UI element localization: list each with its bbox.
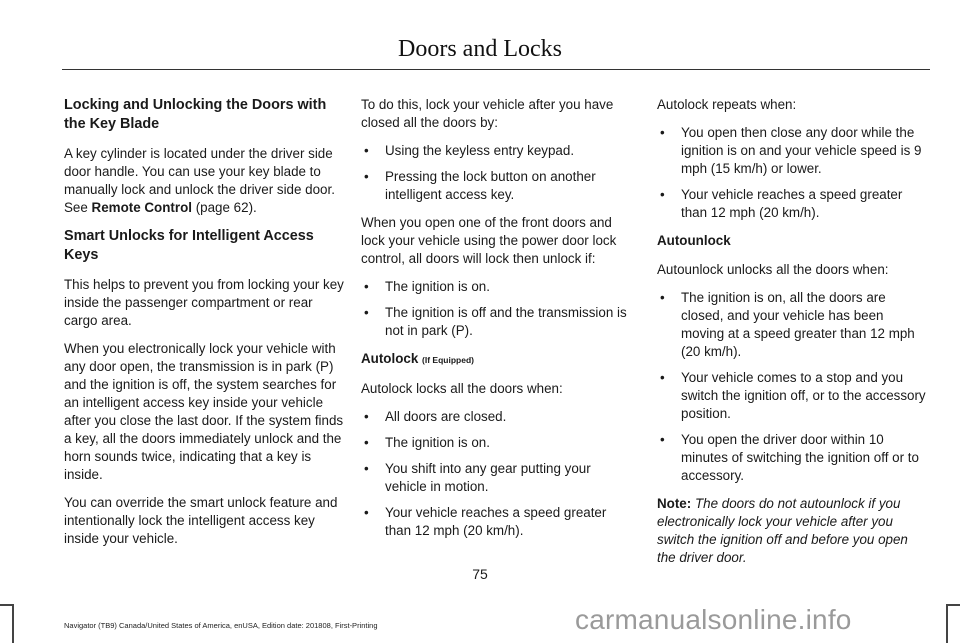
bullet: •: [660, 187, 665, 202]
paragraph-prevent-locking: This helps to prevent you from locking your key inside the passenger compartment or rear cargo area.: [64, 277, 344, 328]
crop-mark-left: [12, 604, 14, 643]
paragraph-key-cylinder: [64, 145, 344, 217]
column-2: [361, 96, 635, 550]
heading-autounlock: Autounlock: [657, 233, 731, 248]
list-item: [361, 460, 635, 496]
list-lock-methods: [361, 142, 635, 204]
bullet: •: [364, 279, 369, 294]
list-autounlock-conditions: [657, 289, 929, 485]
paragraph-autolock-locks: Autolock locks all the doors when:: [361, 381, 563, 396]
paragraph-front-doors: When you open one of the front doors and lock your vehicle using the power door lock control, all doors will lock then unlock if:: [361, 215, 617, 266]
list-item: [361, 142, 635, 160]
paragraph-electronic-lock: When you electronically lock your vehicle with any door open, the transmission is in park (P) and the ignition is off, the system searches for an intelligent access key inside your vehicle after you close the last door. If the system finds a key, all the doors immediately unlock and the horn sounds twice, indicating that a key is inside.: [64, 341, 344, 482]
list-item-text: Using the keyless entry keypad.: [385, 143, 575, 158]
page-reference: (page 62).: [191, 200, 257, 215]
list-item-text: The ignition is on.: [385, 279, 490, 294]
list-item: [657, 124, 929, 178]
paragraph-autounlock-unlocks: Autounlock unlocks all the doors when:: [657, 262, 889, 277]
crop-mark-left-h: [0, 604, 12, 606]
page-title: Doors and Locks: [398, 36, 562, 62]
list-item-text: All doors are closed.: [385, 409, 507, 424]
list-repeat-conditions: [657, 124, 929, 222]
bullet: •: [660, 370, 665, 385]
note-text: The doors do not autounlock if you electronically lock your vehicle after you switch the ignition off and before you open the driver door.: [657, 496, 908, 565]
autolock-title: Autolock: [361, 351, 419, 366]
list-item: [657, 431, 929, 485]
key-cylinder-text: A key cylinder is located under the driver side door handle. You can use your key blade to manually lock and unlock the driver side door. See: [64, 146, 335, 215]
paragraph-lock-vehicle: To do this, lock your vehicle after you have closed all the doors by:: [361, 97, 614, 130]
list-item-text: Your vehicle reaches a speed greater than 12 mph (20 km/h).: [385, 505, 607, 538]
list-item: [657, 369, 929, 423]
list-item-text: The ignition is on, all the doors are closed, and your vehicle has been moving at a speed greater than 12 mph (20 km/h).: [681, 290, 915, 359]
if-equipped-label: (If Equipped): [422, 355, 474, 365]
note-label: Note:: [657, 496, 692, 511]
crop-mark-right: [946, 604, 948, 643]
remote-control-link[interactable]: Remote Control: [91, 200, 192, 215]
heading-autolock: [361, 350, 635, 369]
paragraph-override: You can override the smart unlock feature and intentionally lock the intelligent access key inside your vehicle.: [64, 495, 338, 546]
column-3: [657, 96, 929, 577]
list-item: [657, 186, 929, 222]
list-autolock-conditions: [361, 408, 635, 540]
list-item: [361, 278, 635, 296]
list-item-text: The ignition is off and the transmission is not in park (P).: [385, 305, 627, 338]
bullet: •: [660, 125, 665, 140]
bullet: •: [660, 290, 665, 305]
bullet: •: [364, 461, 369, 476]
list-item-text: Your vehicle reaches a speed greater than 12 mph (20 km/h).: [681, 187, 903, 220]
watermark: carmanualsonline.info: [575, 604, 852, 635]
bullet: •: [364, 305, 369, 320]
bullet: •: [364, 143, 369, 158]
edition-footer: Navigator (TB9) Canada/United States of America, enUSA, Edition date: 201808, First-Printing: [64, 621, 378, 630]
list-item: [361, 434, 635, 452]
bullet: •: [364, 435, 369, 450]
list-item-text: The ignition is on.: [385, 435, 490, 450]
page-number: 75: [472, 566, 488, 582]
list-item-text: Pressing the lock button on another intelligent access key.: [385, 169, 596, 202]
list-item: [361, 504, 635, 540]
heading-smart-unlocks: Smart Unlocks for Intelligent Access Keys: [64, 228, 314, 263]
column-1: [64, 96, 344, 558]
list-item-text: You open the driver door within 10 minutes of switching the ignition off or to accessory.: [681, 432, 919, 483]
paragraph-autolock-repeats: Autolock repeats when:: [657, 97, 797, 112]
bullet: •: [364, 505, 369, 520]
crop-mark-right-h: [946, 604, 960, 606]
list-item: [361, 408, 635, 426]
list-item: [361, 304, 635, 340]
list-item: [361, 168, 635, 204]
heading-key-blade: Locking and Unlocking the Doors with the Key Blade: [64, 97, 327, 132]
bullet: •: [660, 432, 665, 447]
bullet: •: [364, 169, 369, 184]
header-rule: [62, 69, 930, 70]
note-paragraph: [657, 495, 929, 567]
list-item-text: Your vehicle comes to a stop and you switch the ignition off, or to the accessory position.: [681, 370, 926, 421]
list-item-text: You shift into any gear putting your vehicle in motion.: [385, 461, 591, 494]
list-item: [657, 289, 929, 361]
bullet: •: [364, 409, 369, 424]
list-unlock-conditions: [361, 278, 635, 340]
list-item-text: You open then close any door while the ignition is on and your vehicle speed is 9 mph (15 km/h) or lower.: [681, 125, 922, 176]
